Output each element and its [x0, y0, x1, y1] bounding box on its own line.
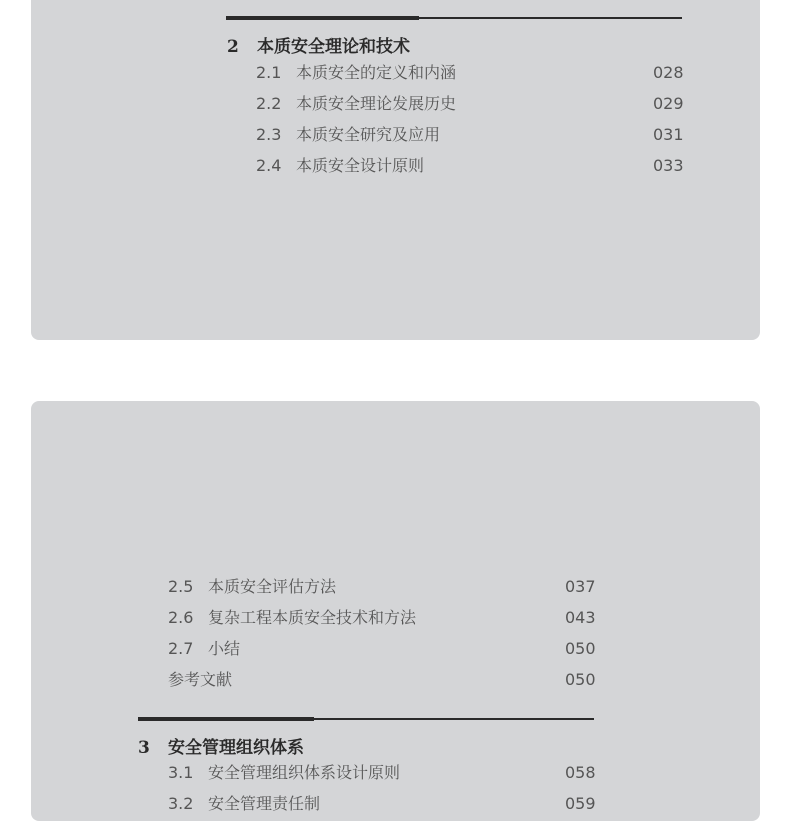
- toc-entry: [168, 793, 595, 815]
- toc-page-bottom: [31, 401, 760, 821]
- section-title: 本质安全研究及应用: [296, 125, 441, 144]
- section-number: 2.4: [256, 156, 282, 175]
- page-number: 031: [653, 125, 684, 144]
- chapter-heading: [227, 32, 410, 57]
- page-number: 058: [565, 763, 596, 782]
- page-number: 037: [565, 577, 596, 596]
- section-number: 2.6: [168, 608, 194, 627]
- toc-entry: [256, 155, 683, 177]
- section-title: 复杂工程本质安全技术和方法: [208, 608, 417, 627]
- section-title: 本质安全评估方法: [208, 577, 337, 596]
- section-number: 3.1: [168, 763, 194, 782]
- chapter-title: 本质安全理论和技术: [257, 37, 410, 57]
- section-title: 本质安全设计原则: [296, 156, 425, 175]
- section-number: 2.3: [256, 125, 282, 144]
- section-title: 本质安全理论发展历史: [296, 94, 457, 113]
- section-number: 3.2: [168, 794, 194, 813]
- toc-entry: [168, 607, 595, 629]
- page-number: 028: [653, 63, 684, 82]
- toc-entry: [168, 762, 595, 784]
- page-number: 059: [565, 794, 596, 813]
- page-number: 043: [565, 608, 596, 627]
- page-number: 050: [565, 639, 596, 658]
- page-number: 033: [653, 156, 684, 175]
- toc-entry: [256, 93, 683, 115]
- section-title: 安全管理组织体系设计原则: [208, 763, 401, 782]
- toc-entry: [256, 62, 683, 84]
- chapter-number: 2: [227, 37, 239, 57]
- toc-entry-references: [168, 669, 595, 691]
- section-title: 本质安全的定义和内涵: [296, 63, 457, 82]
- section-title: 安全管理责任制: [208, 794, 321, 813]
- section-title: 参考文献: [168, 670, 233, 689]
- toc-entry: [168, 638, 595, 660]
- page-number: 050: [565, 670, 596, 689]
- section-title: 小结: [208, 639, 241, 658]
- chapter-divider-rule: [138, 717, 594, 721]
- section-number: 2.1: [256, 63, 282, 82]
- toc-page-top: [31, 0, 760, 340]
- section-number: 2.7: [168, 639, 194, 658]
- chapter-divider-rule: [226, 16, 682, 20]
- chapter-title: 安全管理组织体系: [168, 738, 304, 758]
- toc-entry: [168, 576, 595, 598]
- section-number: 2.5: [168, 577, 194, 596]
- section-number: 2.2: [256, 94, 282, 113]
- chapter-heading: [138, 733, 304, 758]
- page-number: 029: [653, 94, 684, 113]
- chapter-number: 3: [138, 738, 150, 758]
- toc-entry: [256, 124, 683, 146]
